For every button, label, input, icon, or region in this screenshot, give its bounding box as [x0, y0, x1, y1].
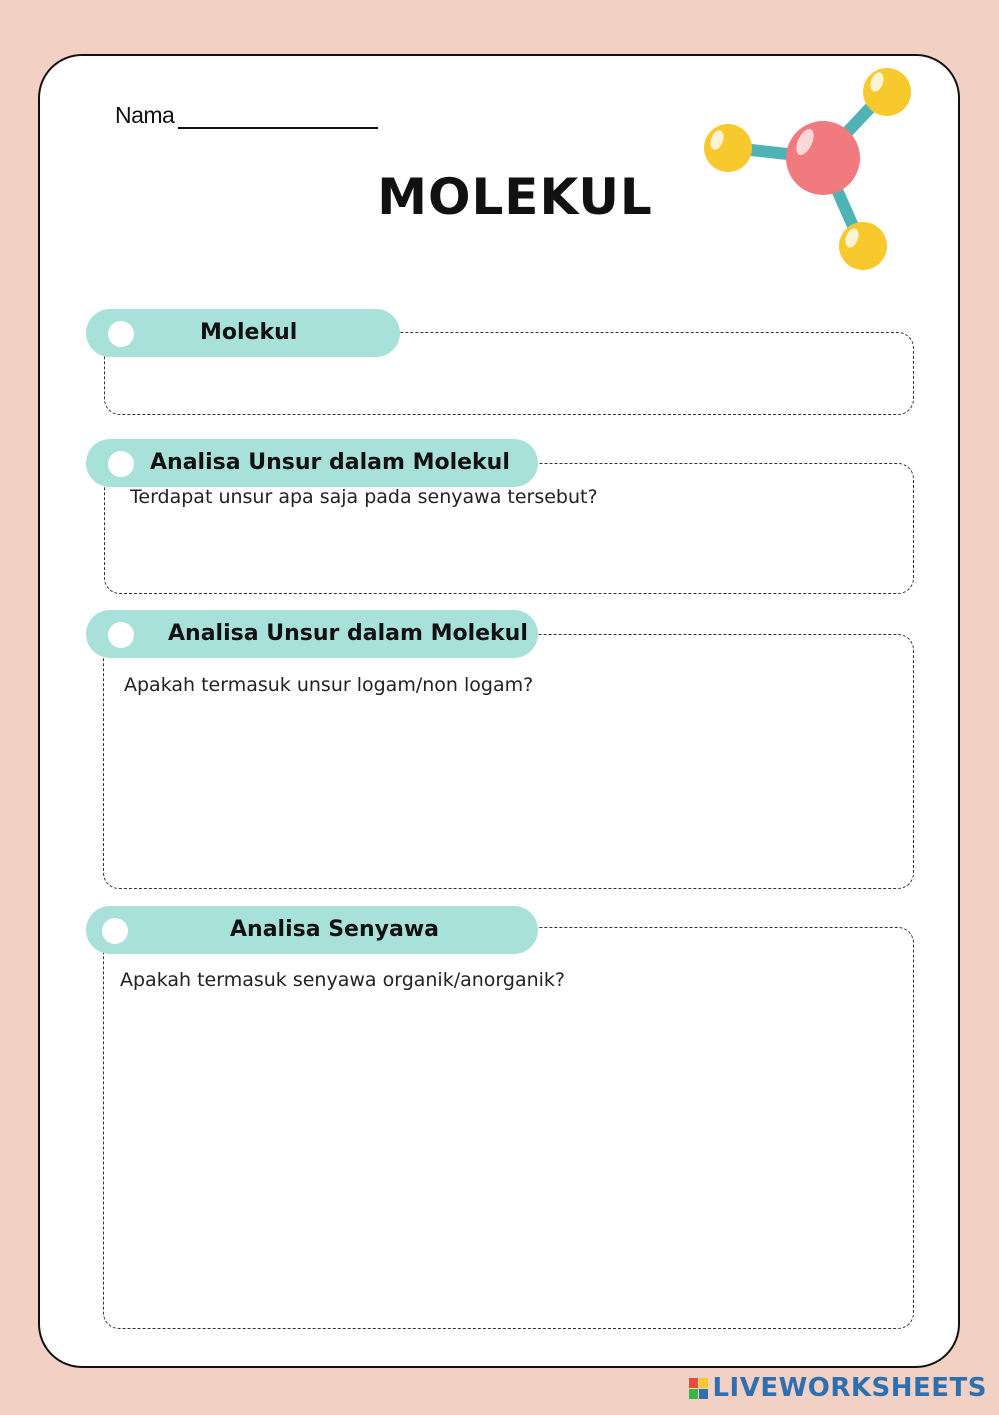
molecule-icon	[695, 60, 925, 275]
name-label: Nama	[115, 102, 175, 128]
section-header-analisa-unsur-logam	[86, 610, 538, 658]
page-title: MOLEKUL	[377, 168, 653, 226]
bullet-icon	[102, 918, 128, 944]
answer-box-logam[interactable]	[103, 634, 914, 889]
question-text: Apakah termasuk unsur logam/non logam?	[124, 674, 534, 696]
liveworksheets-logo-icon	[689, 1378, 708, 1399]
bullet-icon	[108, 622, 134, 648]
section-heading: Analisa Unsur dalam Molekul	[150, 450, 510, 475]
question-text: Terdapat unsur apa saja pada senyawa tersebut?	[130, 486, 598, 508]
section-heading: Molekul	[200, 320, 298, 345]
section-header-molekul	[86, 309, 400, 357]
liveworksheets-brand	[689, 1373, 987, 1403]
bullet-icon	[108, 451, 134, 477]
section-heading: Analisa Unsur dalam Molekul	[168, 621, 528, 646]
section-heading: Analisa Senyawa	[230, 917, 439, 942]
brand-text: LIVEWORKSHEETS	[712, 1373, 987, 1403]
section-header-analisa-unsur	[86, 439, 538, 487]
name-input-line[interactable]	[178, 127, 378, 129]
question-text: Apakah termasuk senyawa organik/anorganik?	[120, 969, 566, 991]
section-header-analisa-senyawa	[86, 906, 538, 954]
bullet-icon	[108, 321, 134, 347]
